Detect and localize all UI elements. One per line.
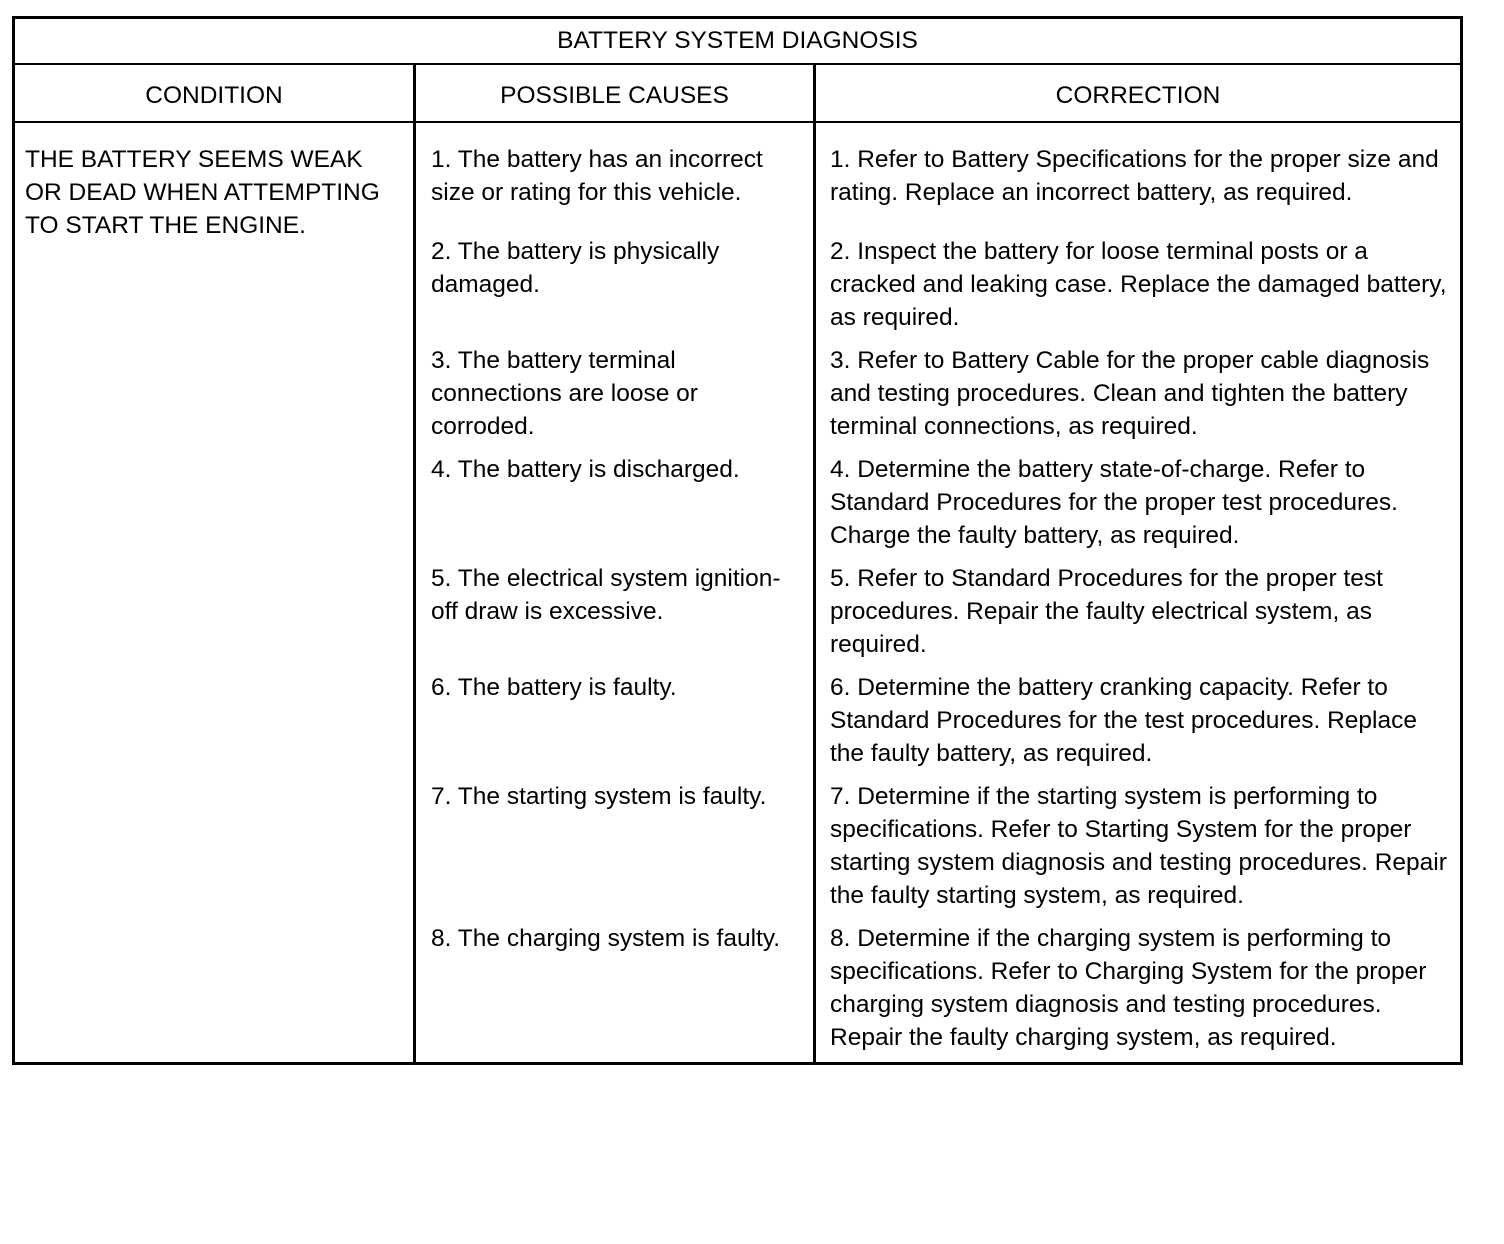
correction-cell: 3. Refer to Battery Cable for the proper cable diagnosis and testing procedures. Clean and tighten the battery terminal connections, as required. (813, 344, 1460, 453)
cause-cell: 3. The battery terminal connections are loose or corroded. (413, 344, 813, 453)
header-row (15, 65, 1460, 123)
cause-cell: 6. The battery is faulty. (413, 671, 813, 780)
cause-cell: 8. The charging system is faulty. (413, 922, 813, 1062)
header-condition: CONDITION (145, 82, 283, 109)
cause-cell: 7. The starting system is faulty. (413, 780, 813, 922)
cause-cell: 2. The battery is physically damaged. (413, 235, 813, 344)
header-causes: POSSIBLE CAUSES (413, 65, 813, 127)
correction-cell: 7. Determine if the starting system is performing to specifications. Refer to Starting System for the proper starting system diagnosis and testing procedures. Repair the faulty starting system, as required. (813, 780, 1460, 922)
correction-cell: 8. Determine if the charging system is performing to specifications. Refer to Charging System for the proper charging system diagnosis and testing procedures. Repair the faulty charging system, as required. (813, 922, 1460, 1062)
diagnosis-table (12, 16, 1463, 1065)
condition-cell: THE BATTERY SEEMS WEAK OR DEAD WHEN ATTEMPTING TO START THE ENGINE. (25, 146, 380, 239)
cause-cell: 1. The battery has an incorrect size or rating for this vehicle. (413, 123, 813, 235)
correction-cell: 2. Inspect the battery for loose terminal posts or a cracked and leaking case. Replace the damaged battery, as required. (813, 235, 1460, 344)
table-body (15, 123, 1460, 1062)
header-correction: CORRECTION (813, 65, 1460, 127)
correction-cell: 4. Determine the battery state-of-charge. Refer to Standard Procedures for the proper test procedures. Charge the faulty battery, as required. (813, 453, 1460, 562)
correction-cell: 1. Refer to Battery Specifications for the proper size and rating. Replace an incorrect battery, as required. (813, 123, 1460, 235)
cause-cell: 4. The battery is discharged. (413, 453, 813, 562)
table-title: BATTERY SYSTEM DIAGNOSIS (15, 19, 1460, 65)
cause-cell: 5. The electrical system ignition-off draw is excessive. (413, 562, 813, 671)
correction-cell: 6. Determine the battery cranking capacity. Refer to Standard Procedures for the test procedures. Replace the faulty battery, as required. (813, 671, 1460, 780)
correction-cell: 5. Refer to Standard Procedures for the proper test procedures. Repair the faulty electrical system, as required. (813, 562, 1460, 671)
